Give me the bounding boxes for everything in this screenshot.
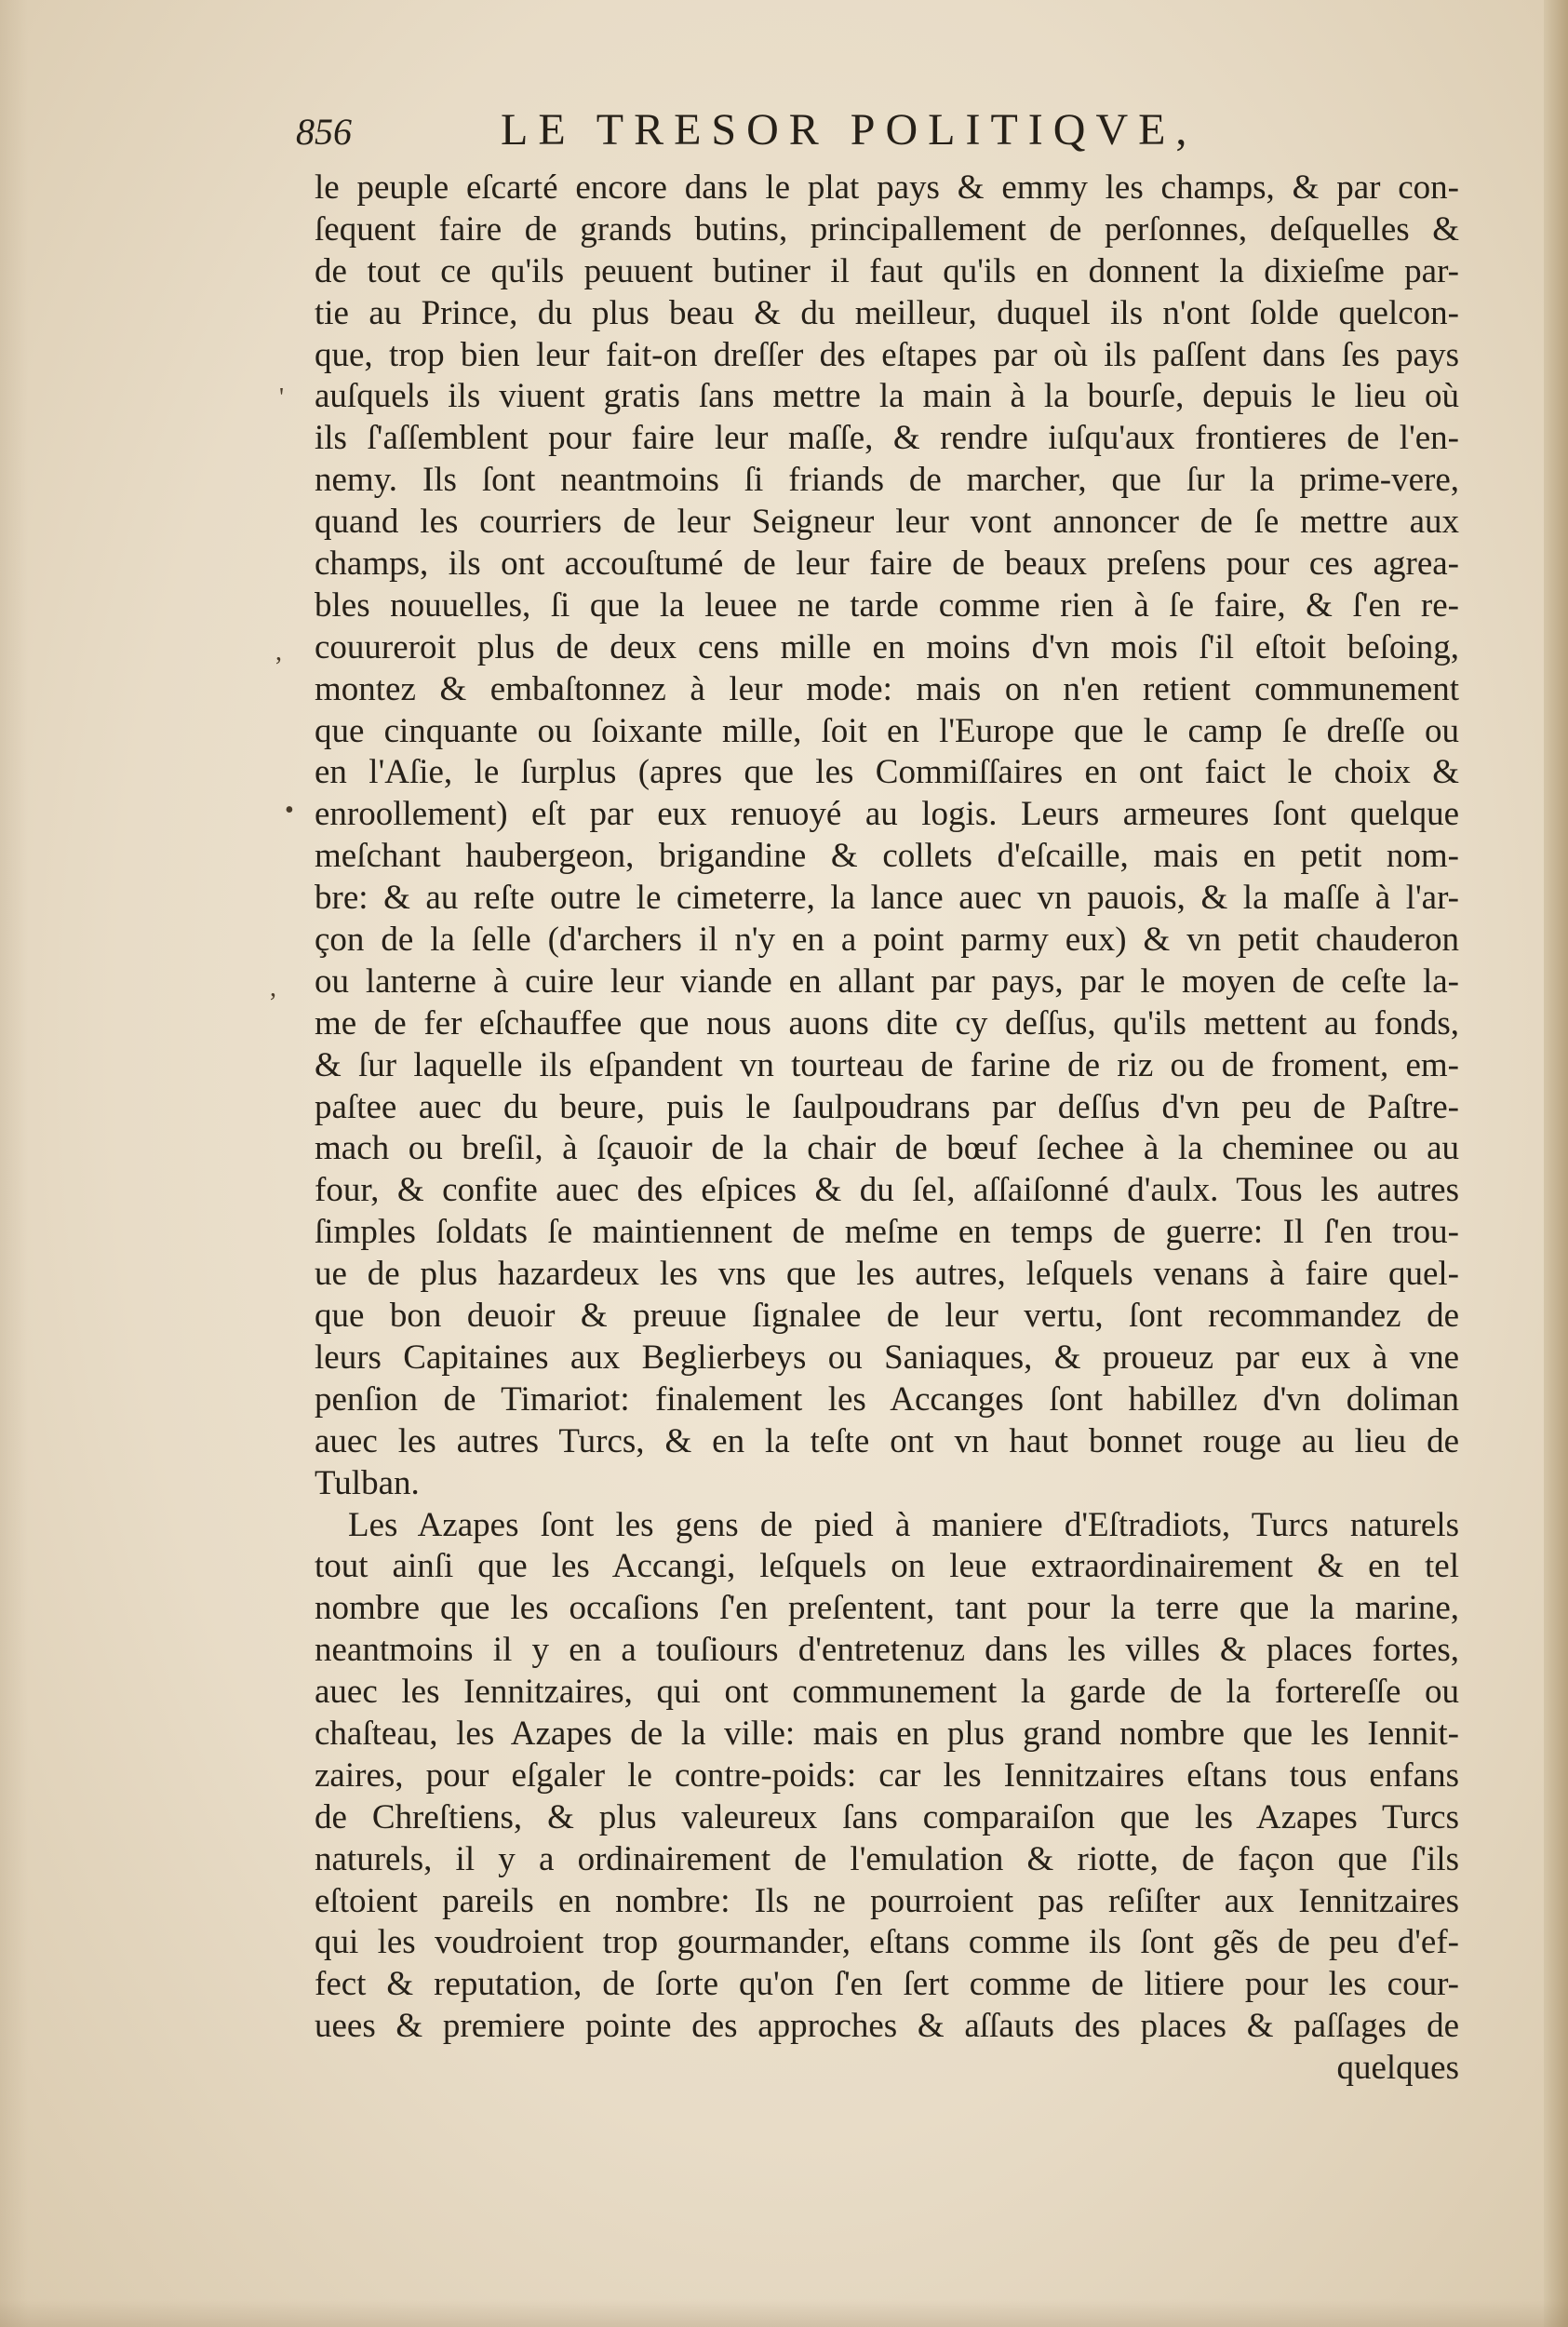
text-block	[315, 168, 1459, 2090]
text-line: enroollement) eſt par eux renuoyé au logis. Leurs armeures ſont quelque	[315, 795, 1459, 834]
text-line: naturels, il y a ordinairement de l'emulation & riotte, de façon que ſ'ils	[315, 1839, 1459, 1878]
page-right-edge	[1544, 0, 1568, 2327]
text-line: çon de la ſelle (d'archers il n'y en a point parmy eux) & vn petit chauderon	[315, 921, 1459, 960]
running-head: LE TRESOR POLITIQVE,	[501, 105, 1198, 155]
text-line: me de fer eſchauffee que nous auons dite cy deſſus, qu'ils mettent au fonds,	[315, 1003, 1459, 1042]
text-line: uees & premiere pointe des approches & aſſauts des places & paſſages de	[315, 2007, 1459, 2046]
text-line: quand les courriers de leur Seigneur leur vont annoncer de ſe mettre aux	[315, 503, 1459, 542]
text-line: de Chreſtiens, & plus valeureux ſans comparaiſon que les Azapes Turcs	[315, 1797, 1459, 1836]
text-line: meſchant haubergeon, brigandine & collets d'eſcaille, mais en petit nom-	[315, 837, 1459, 876]
text-line: leurs Capitaines aux Beglierbeys ou Saniaques, & proueuz par eux à vne	[315, 1338, 1459, 1377]
text-line: nemy. Ils ſont neantmoins ſi friands de marcher, que ſur la prime-vere,	[315, 461, 1459, 500]
margin-mark: ,	[275, 638, 282, 666]
text-line: eſtoient pareils en nombre: Ils ne pourroient pas reſiſter aux Iennitzaires	[315, 1881, 1459, 1920]
margin-mark: ,	[270, 974, 276, 1002]
text-line: four, & confite auec des eſpices & du ſel, aſſaiſonné d'aulx. Tous les autres	[315, 1171, 1459, 1210]
catchword-row	[315, 2048, 1459, 2090]
page-bottom-edge	[0, 2299, 1568, 2327]
text-line: fect & reputation, de ſorte qu'on ſ'en ſert comme de litiere pour les cour-	[315, 1965, 1459, 2004]
text-line: le peuple eſcarté encore dans le plat pays & emmy les champs, & par con-	[315, 168, 1459, 207]
text-line: ſimples ſoldats ſe maintiennent de meſme en temps de guerre: Il ſ'en trou-	[315, 1213, 1459, 1252]
page-number: 856	[296, 111, 352, 153]
text-line: ſequent faire de grands butins, principallement de perſonnes, deſquelles &	[315, 209, 1459, 249]
text-line: chaſteau, les Azapes de la ville: mais en plus grand nombre que les Iennit-	[315, 1714, 1459, 1753]
text-line: ue de plus hazardeux les vns que les autres, leſquels venans à faire quel-	[315, 1255, 1459, 1294]
text-line: que, trop bien leur fait-on dreſſer des eſtapes par où ils paſſent dans ſes pays	[315, 335, 1459, 374]
text-line: qui les voudroient trop gourmander, eſtans comme ils ſont gẽs de peu d'ef-	[315, 1923, 1459, 1962]
text-line: neantmoins il y en a touſiours d'entretenuz dans les villes & places fortes,	[315, 1631, 1459, 1670]
text-line: nombre que les occaſions ſ'en preſentent, tant pour la terre que la marine,	[315, 1589, 1459, 1628]
text-line: tout ainſi que les Accangi, leſquels on leue extraordinairement & en tel	[315, 1547, 1459, 1586]
text-line: ils ſ'aſſemblent pour faire leur maſſe, & rendre iuſqu'aux frontieres de l'en-	[315, 419, 1459, 458]
text-line: couureroit plus de deux cens mille en moins d'vn mois ſ'il eſtoit beſoing,	[315, 627, 1459, 666]
margin-mark: •	[285, 796, 294, 825]
text-line: champs, ils ont accouſtumé de leur faire de beaux preſens pour ces agrea-	[315, 545, 1459, 584]
paragraph-1	[315, 168, 1459, 1505]
text-line: Les Azapes ſont les gens de pied à maniere d'Eſtradiots, Turcs naturels	[348, 1505, 1459, 1544]
text-line: de tout ce qu'ils peuuent butiner il faut qu'ils en donnent la dixieſme par-	[315, 251, 1459, 290]
text-line: bre: & au reſte outre le cimeterre, la lance auec vn pauois, & la maſſe à l'ar-	[315, 879, 1459, 918]
text-line: & ſur laquelle ils eſpandent vn tourteau de farine de riz ou de froment, em-	[315, 1045, 1459, 1084]
text-line: que bon deuoir & preuue ſignalee de leur vertu, ſont recommandez de	[315, 1297, 1459, 1336]
catchword: quelques	[1336, 2049, 1459, 2088]
page-header	[296, 104, 1459, 162]
text-line: paſtee auec du beure, puis le ſaulpoudrans par deſſus d'vn peu de Paſtre-	[315, 1087, 1459, 1126]
text-line: tie au Prince, du plus beau & du meilleur, duquel ils n'ont ſolde quelcon-	[315, 293, 1459, 332]
text-line: auſquels ils viuent gratis ſans mettre la main à la bourſe, depuis le lieu où	[315, 377, 1459, 416]
page-left-edge	[0, 0, 28, 2327]
text-line: auec les autres Turcs, & en la teſte ont vn haut bonnet rouge au lieu de	[315, 1421, 1459, 1460]
margin-mark: '	[279, 383, 285, 412]
paragraph-2	[315, 1505, 1459, 2049]
text-line: mach ou breſil, à ſçauoir de la chair de bœuf ſechee à la cheminee ou au	[315, 1129, 1459, 1168]
text-line: zaires, pour eſgaler le contre-poids: car les Iennitzaires eſtans tous enfans	[315, 1755, 1459, 1795]
text-line: en l'Aſie, le ſurplus (apres que les Commiſſaires en ont faict le choix &	[315, 753, 1459, 792]
text-line: penſion de Timariot: finalement les Accanges ſont habillez d'vn doliman	[315, 1379, 1459, 1419]
text-line: Tulban.	[315, 1463, 420, 1502]
text-line: montez & embaſtonnez à leur mode: mais on n'en retient communement	[315, 669, 1459, 708]
text-line: auec les Iennitzaires, qui ont communement la garde de la fortereſſe ou	[315, 1673, 1459, 1712]
text-line: ou lanterne à cuire leur viande en allant par pays, par le moyen de ceſte la-	[315, 962, 1459, 1001]
text-line: bles nouuelles, ſi que la leuee ne tarde comme rien à ſe faire, & ſ'en re-	[315, 585, 1459, 625]
text-line: que cinquante ou ſoixante mille, ſoit en l'Europe que le camp ſe dreſſe ou	[315, 711, 1459, 750]
